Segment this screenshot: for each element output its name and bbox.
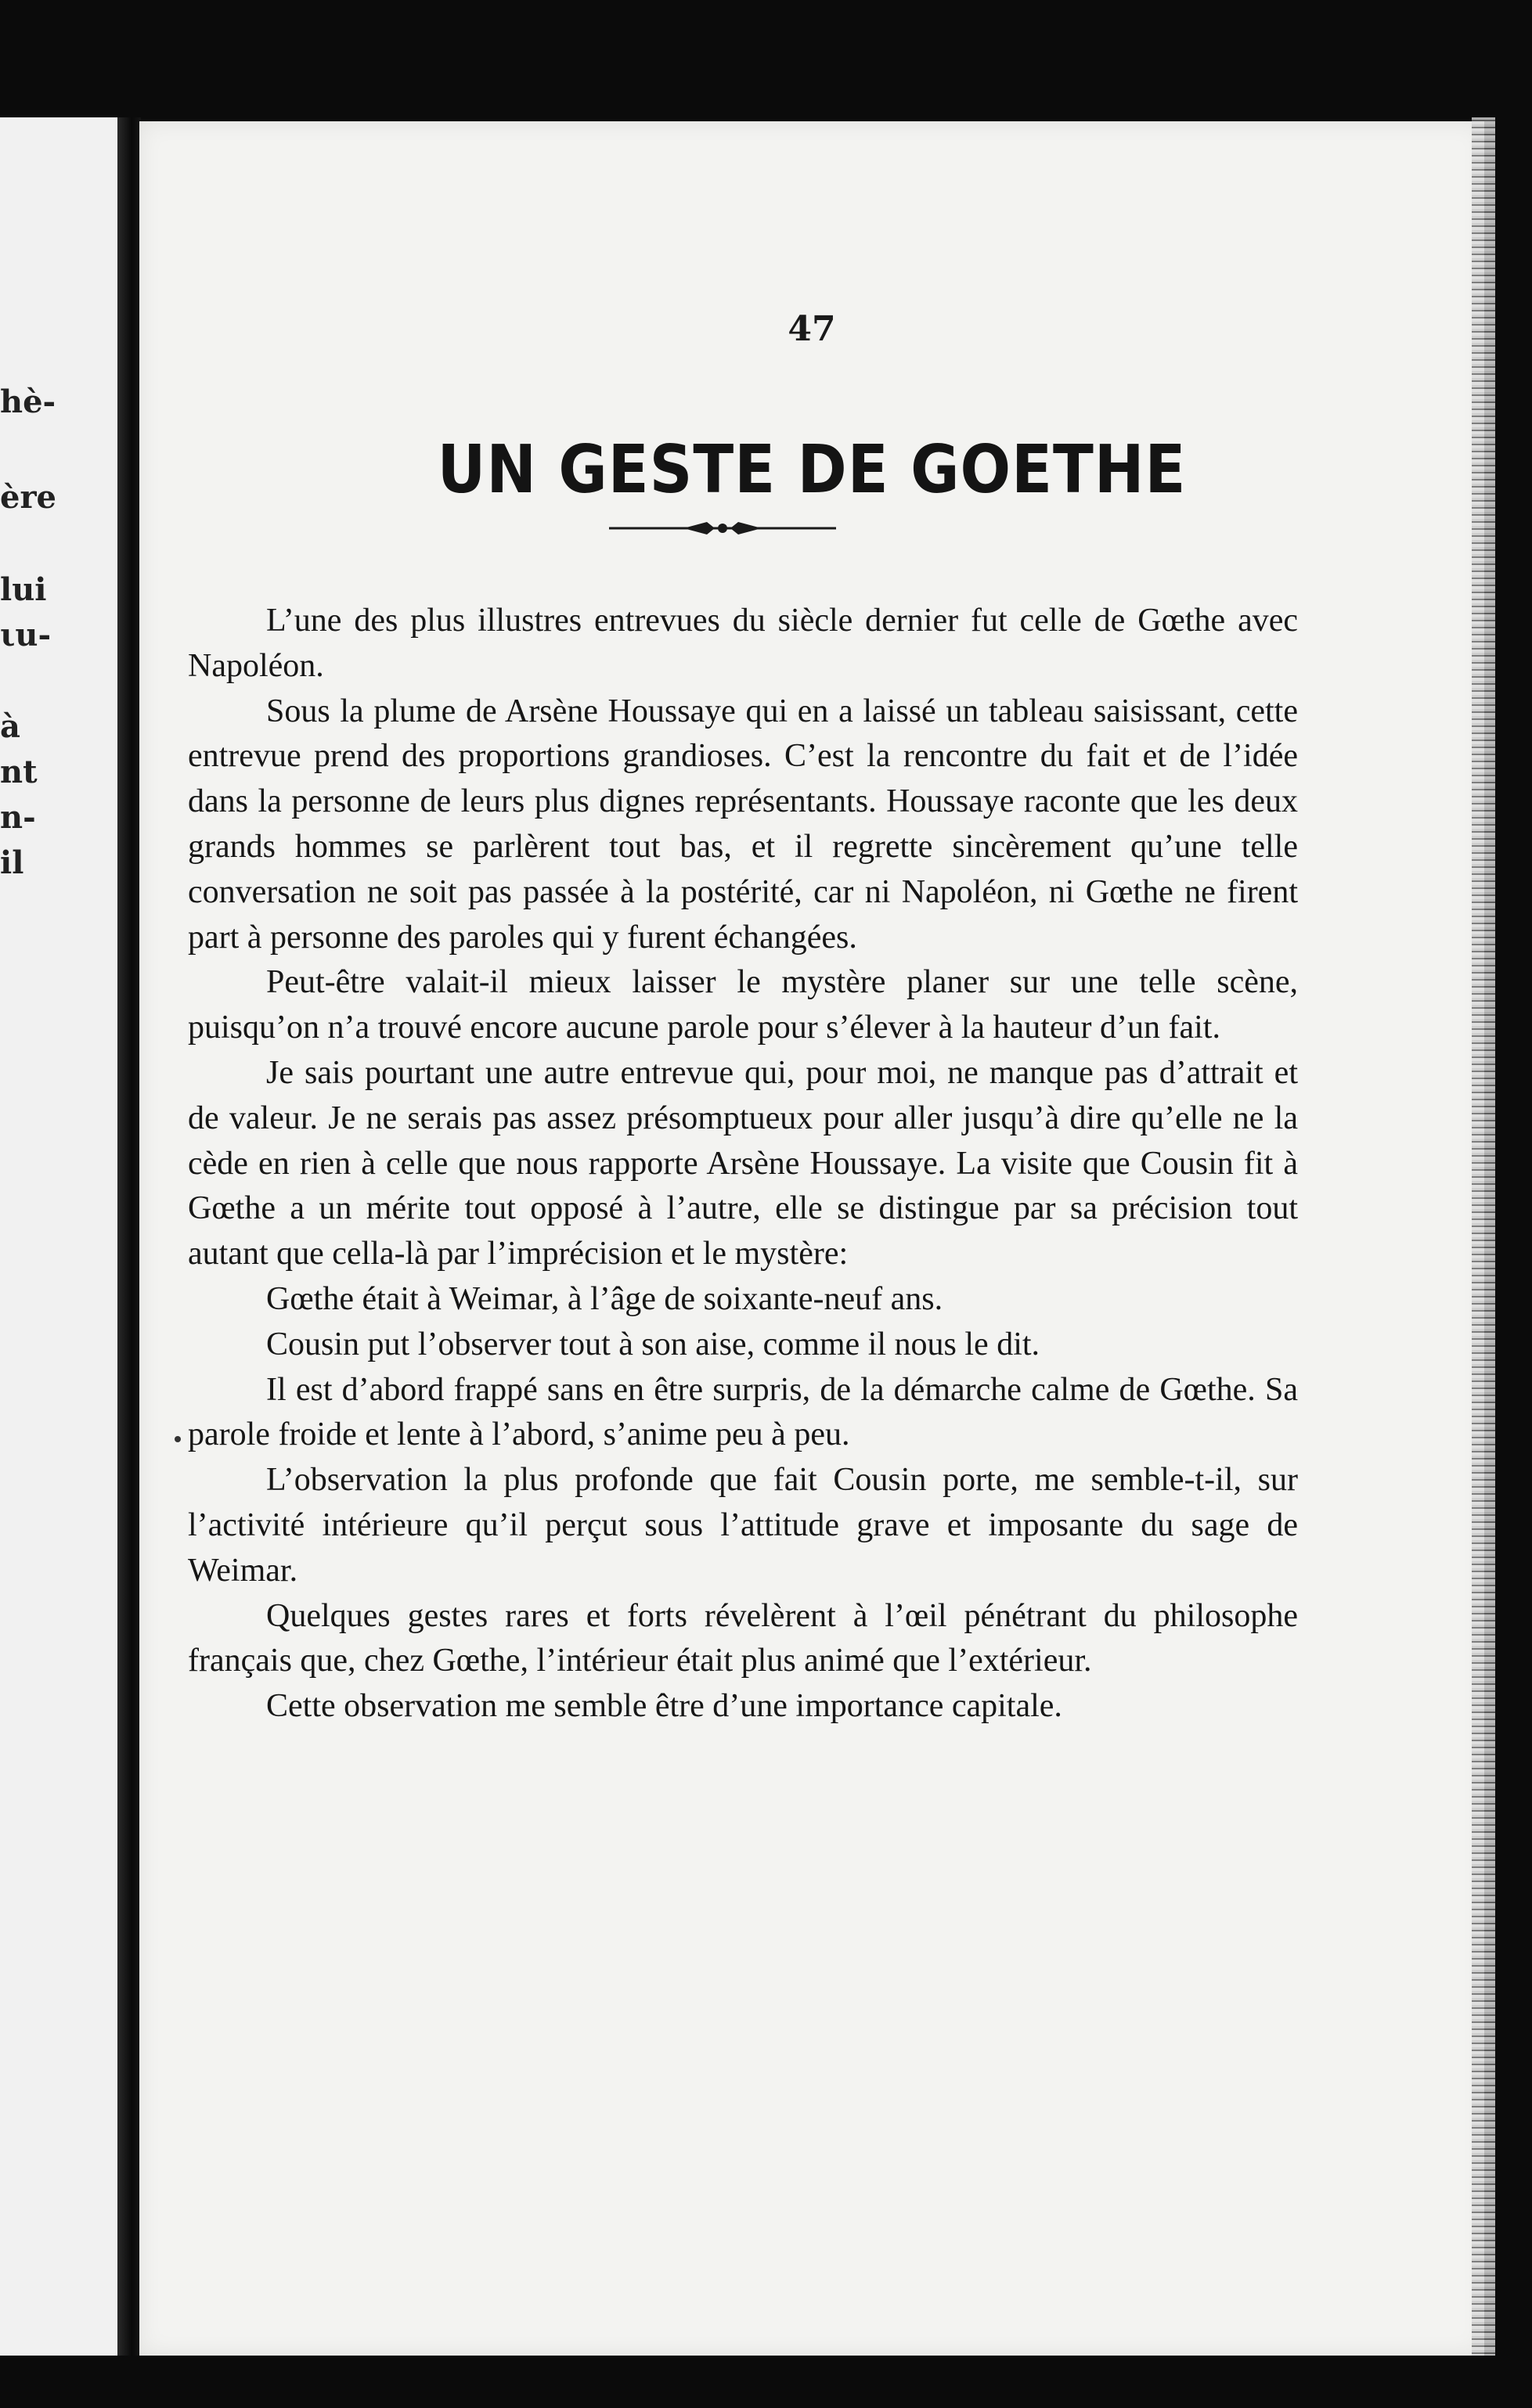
- previous-page-fragment: lui: [0, 571, 47, 608]
- previous-page-fragment: n-: [0, 799, 36, 836]
- paragraph: Gœthe était à Weimar, à l’âge de soixante-neuf ans.: [266, 1280, 943, 1317]
- previous-page-fragment: nt: [0, 754, 38, 790]
- page-stack-edge: [1472, 117, 1495, 2356]
- previous-page-fragment: ιu-: [0, 617, 52, 653]
- paragraph: Cousin put l’observer tout à son aise, comme il nous le dit.: [266, 1326, 1040, 1362]
- paragraph: L’une des plus illustres entrevues du siècle dernier fut celle de Gœthe avec Napoléon.: [188, 603, 1298, 684]
- page-number: 47: [788, 309, 836, 349]
- book-gutter: [117, 117, 141, 2356]
- paragraph: Je sais pourtant une autre entrevue qui, pour moi, ne manque pas d’attrait et de valeur. Je ne serais pas assez présomptueux pour aller jusqu’à dire qu’elle ne la cède en rien à celle que nous rapporte Arsène Houssaye. La visite que Cousin fit à Gœthe a un mérite tout opposé à l’autre, elle se distingue par sa précision tout autant que cella-là par l’imprécision et le mystère:: [188, 1054, 1298, 1272]
- previous-page-fragment: ère: [0, 479, 56, 516]
- ink-speck: [175, 1436, 181, 1442]
- previous-page-fragment: il: [0, 844, 24, 881]
- paragraph: Il est d’abord frappé sans en être surpris, de la démarche calme de Gœthe. Sa parole froide et lente à l’abord, s’anime peu à peu.: [188, 1371, 1298, 1453]
- chapter-title: UN GESTE DE GOETHE: [437, 430, 1187, 509]
- body-text: [188, 599, 1298, 1730]
- previous-page-edge: [0, 117, 117, 2356]
- paragraph: Quelques gestes rares et forts révelèrent à l’œil pénétrant du philosophe français que, chez Gœthe, l’intérieur était plus animé que l’extérieur.: [188, 1597, 1298, 1679]
- paragraph: Cette observation me semble être d’une importance capitale.: [266, 1688, 1062, 1725]
- paragraph: Sous la plume de Arsène Houssaye qui en a laissé un tableau saisissant, cette entrevue prend des proportions grandioses. C’est la rencontre du fait et de l’idée dans la personne de leurs plus dignes représentants. Houssaye raconte que les deux grands hommes se parlèrent tout bas, et il regrette sincèrement qu’une telle conversation ne soit pas passée à la postérité, car ni Napoléon, ni Gœthe ne firent part à personne des paroles qui y furent échangées.: [188, 693, 1298, 956]
- previous-page-fragment: à: [0, 708, 20, 745]
- ornament-divider-icon: [609, 513, 836, 544]
- paragraph: Peut-être valait-il mieux laisser le mystère planer sur une telle scène, puisqu’on n’a trouvé encore aucune parole pour s’élever à la hauteur d’un fait.: [188, 964, 1298, 1046]
- previous-page-fragment: hè-: [0, 383, 56, 420]
- book-page: [139, 121, 1484, 2356]
- paragraph: L’observation la plus profonde que fait Cousin porte, me semble-t-il, sur l’activité intérieure qu’il perçut sous l’attitude grave et imposante du sage de Weimar.: [188, 1462, 1298, 1589]
